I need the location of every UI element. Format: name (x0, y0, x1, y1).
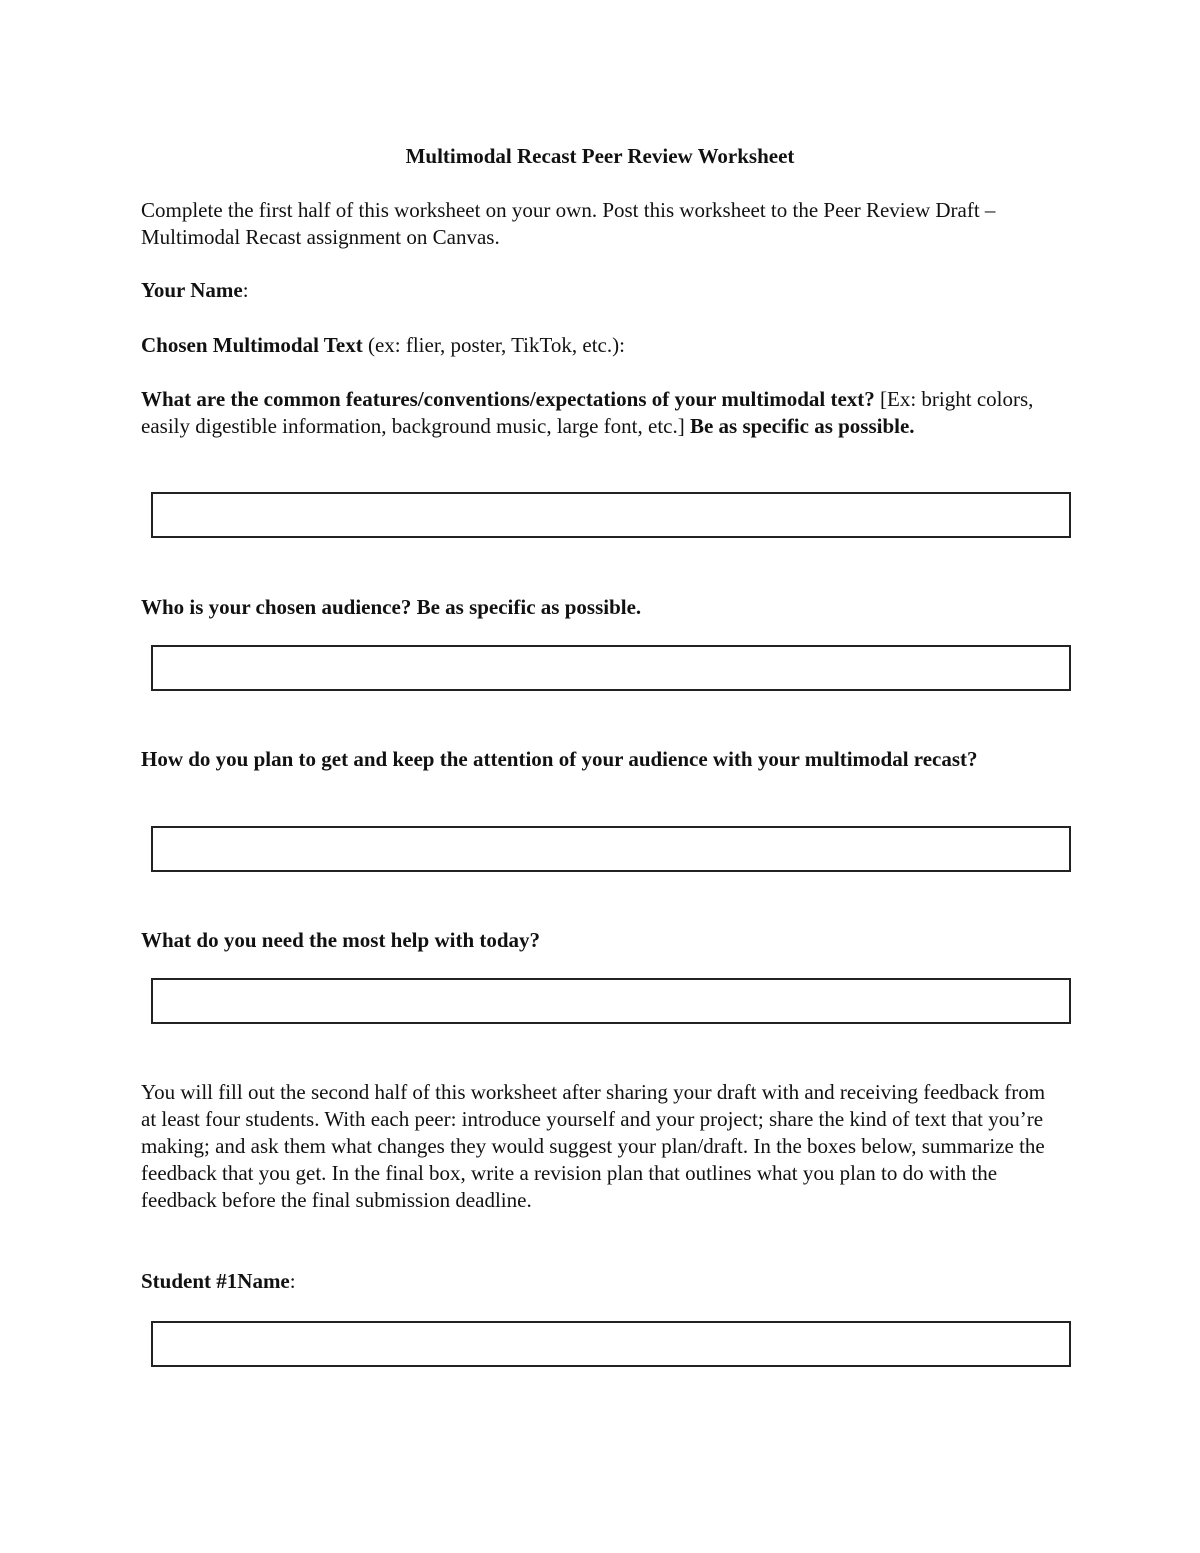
help-answer-box[interactable] (151, 978, 1071, 1024)
second-half-instructions: You will fill out the second half of this worksheet after sharing your draft with and receiving feedback from at least four students. With each peer: introduce yourself and your project; share the kind of text that you’re making; and ask them what changes they would suggest your plan/draft. In the boxes below, summarize the feedback that you get. In the final box, write a revision plan that outlines what you plan to do with the feedback before the final submission deadline. (141, 1080, 1046, 1212)
student1-name-line (141, 1268, 1061, 1295)
features-answer-box[interactable] (151, 492, 1071, 538)
audience-question-text: Who is your chosen audience? Be as specific as possible. (141, 595, 642, 619)
help-question-text: What do you need the most help with today? (141, 928, 541, 952)
features-question-main: What are the common features/conventions/expectations of your multimodal text? (141, 387, 875, 411)
student1-feedback-box[interactable] (151, 1321, 1071, 1367)
your-name-colon: : (242, 278, 249, 302)
features-question-examples: [Ex: bright colors, easily digestible information, background music, large font, etc.] (141, 387, 1034, 438)
attention-question-text: How do you plan to get and keep the attention of your audience with your multimodal recast? (141, 747, 978, 771)
audience-answer-box[interactable] (151, 645, 1071, 691)
chosen-text-label: Chosen Multimodal Text (141, 333, 363, 357)
features-question-specific: Be as specific as possible. (689, 414, 915, 438)
audience-question (141, 594, 1061, 621)
worksheet-title: Multimodal Recast Peer Review Worksheet (405, 144, 795, 168)
student1-name-label: Student #1Name (141, 1269, 290, 1293)
attention-answer-box[interactable] (151, 826, 1071, 872)
your-name-label: Your Name (141, 278, 243, 302)
intro-paragraph: Complete the first half of this worksheet on your own. Post this worksheet to the Peer Review Draft – Multimodal Recast assignment on Canvas. (141, 198, 996, 249)
student1-name-colon: : (289, 1269, 296, 1293)
chosen-text-example: (ex: flier, poster, TikTok, etc.): (362, 333, 625, 357)
help-question (141, 927, 1061, 954)
features-question (141, 386, 1061, 440)
chosen-text-line (141, 332, 1061, 359)
attention-question (141, 746, 1061, 773)
your-name-line (141, 277, 1061, 304)
